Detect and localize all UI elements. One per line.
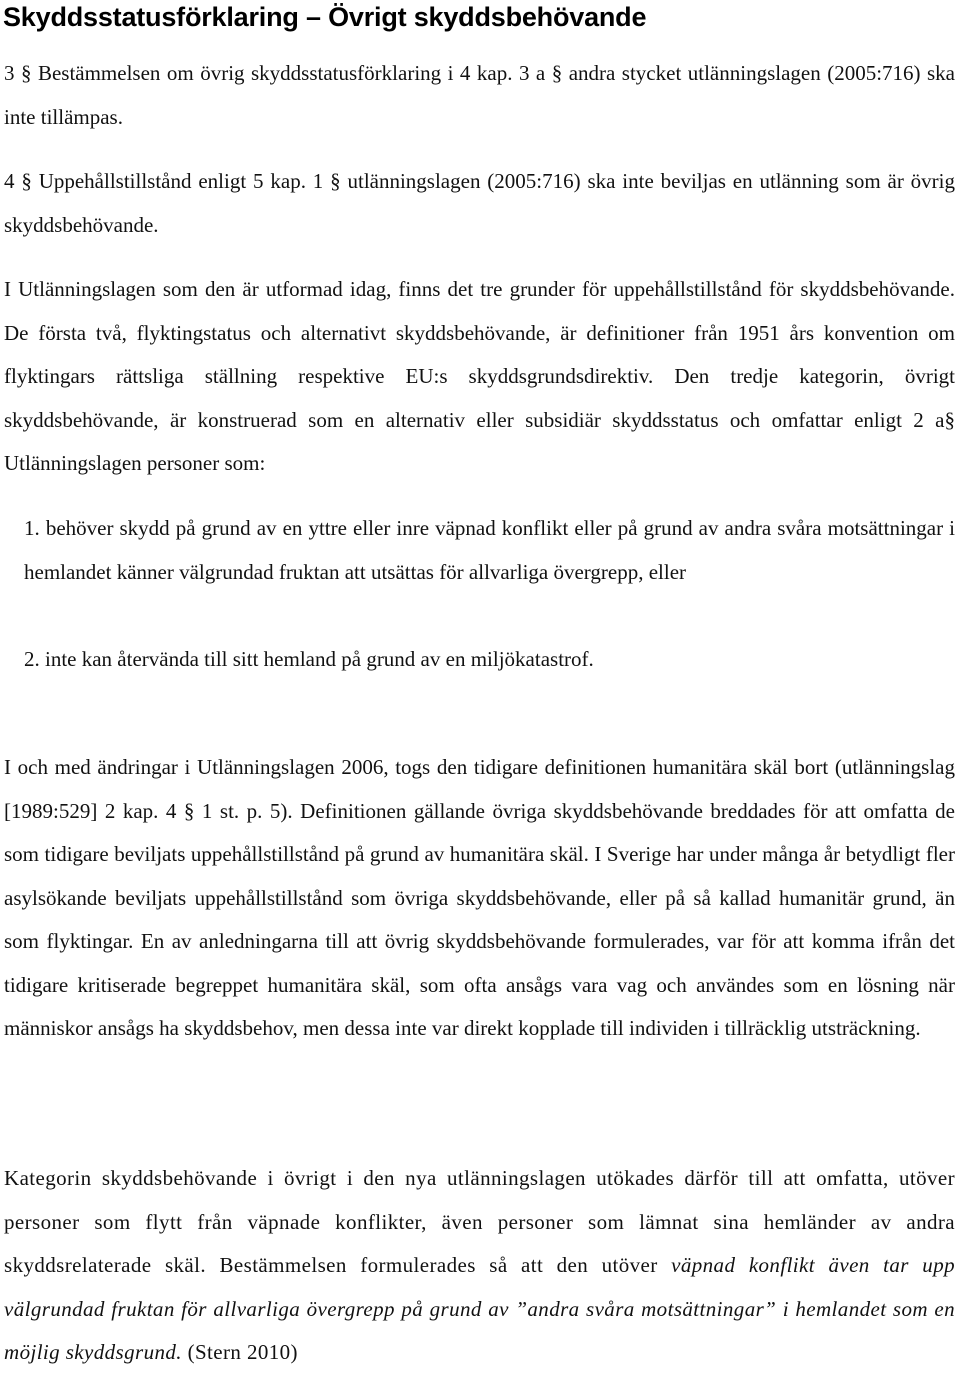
paragraph-category-italic: väpnad konflikt även tar upp välgrundad fruktan för allvarliga övergrepp på grund av ”andra svåra motsättningar” i hemlandet som en möjlig skyddsgrund. (4, 1253, 956, 1364)
list-item-2: 2. inte kan återvända till sitt hemland på grund av en miljökatastrof. (24, 647, 594, 671)
paragraph-section-3: 3 § Bestämmelsen om övrig skyddsstatusförklaring i 4 kap. 3 a § andra stycket utlänningslagen (2005:716) ska inte tillämpas. (4, 61, 955, 129)
paragraph-section-4: 4 § Uppehållstillstånd enligt 5 kap. 1 § utlänningslagen (2005:716) ska inte beviljas en utlänning som är övrig skyddsbehövande. (4, 169, 955, 237)
list-item-1: 1. behöver skydd på grund av en yttre eller inre väpnad konflikt eller på grund av andra svåra motsättningar i hemlandet känner välgrundad fruktan att utsättas för allvarliga övergrepp, eller (24, 516, 955, 584)
paragraph-category (4, 1157, 955, 1375)
citation: (Stern 2010) (181, 1340, 298, 1364)
page-title: Skyddsstatusförklaring – Övrigt skyddsbehövande (3, 2, 647, 32)
paragraph-amendments: I och med ändringar i Utlänningslagen 2006, togs den tidigare definitionen humanitära skäl bort (utlänningslag [1989:529] 2 kap. 4 § 1 st. p. 5). Definitionen gällande övriga skyddsbehövande breddades för att omfatta de som tidigare beviljats uppehållstillstånd på grund av humanitära skäl. I Sverige har under många år betydligt fler asylsökande beviljats uppehållstillstånd som övriga skyddsbehövande, eller på så kallad humanitär grund, än som flyktingar. En av anledningarna till att övrig skyddsbehövande formulerades, var för att komma ifrån det tidigare kritiserade begreppet humanitära skäl, som ofta ansågs vara vag och användes som en lösning när människor ansågs ha skyddsbehov, men dessa inte var direkt kopplade till individen i tillräcklig utsträckning. (4, 755, 955, 1040)
paragraph-category-text: Kategorin skyddsbehövande i övrigt i den nya utlänningslagen utökades därför till att omfatta, utöver personer som flytt från väpnade konflikter, även personer som lämnat sina hemländer av andra skyddsrelaterade skäl. Bestämmelsen formulerades så att den utöver (4, 1166, 955, 1277)
paragraph-grounds: I Utlänningslagen som den är utformad idag, finns det tre grunder för uppehållstillstånd för skyddsbehövande. De första två, flyktingstatus och alternativt skyddsbehövande, är definitioner från 1951 års konvention om flyktingars rättsliga ställning respektive EU:s skyddsgrundsdirektiv. Den tredje kategorin, övrigt skyddsbehövande, är konstruerad som en alternativ eller subsidiär skyddsstatus och omfattar enligt 2 a§ Utlänningslagen personer som: (4, 277, 955, 475)
